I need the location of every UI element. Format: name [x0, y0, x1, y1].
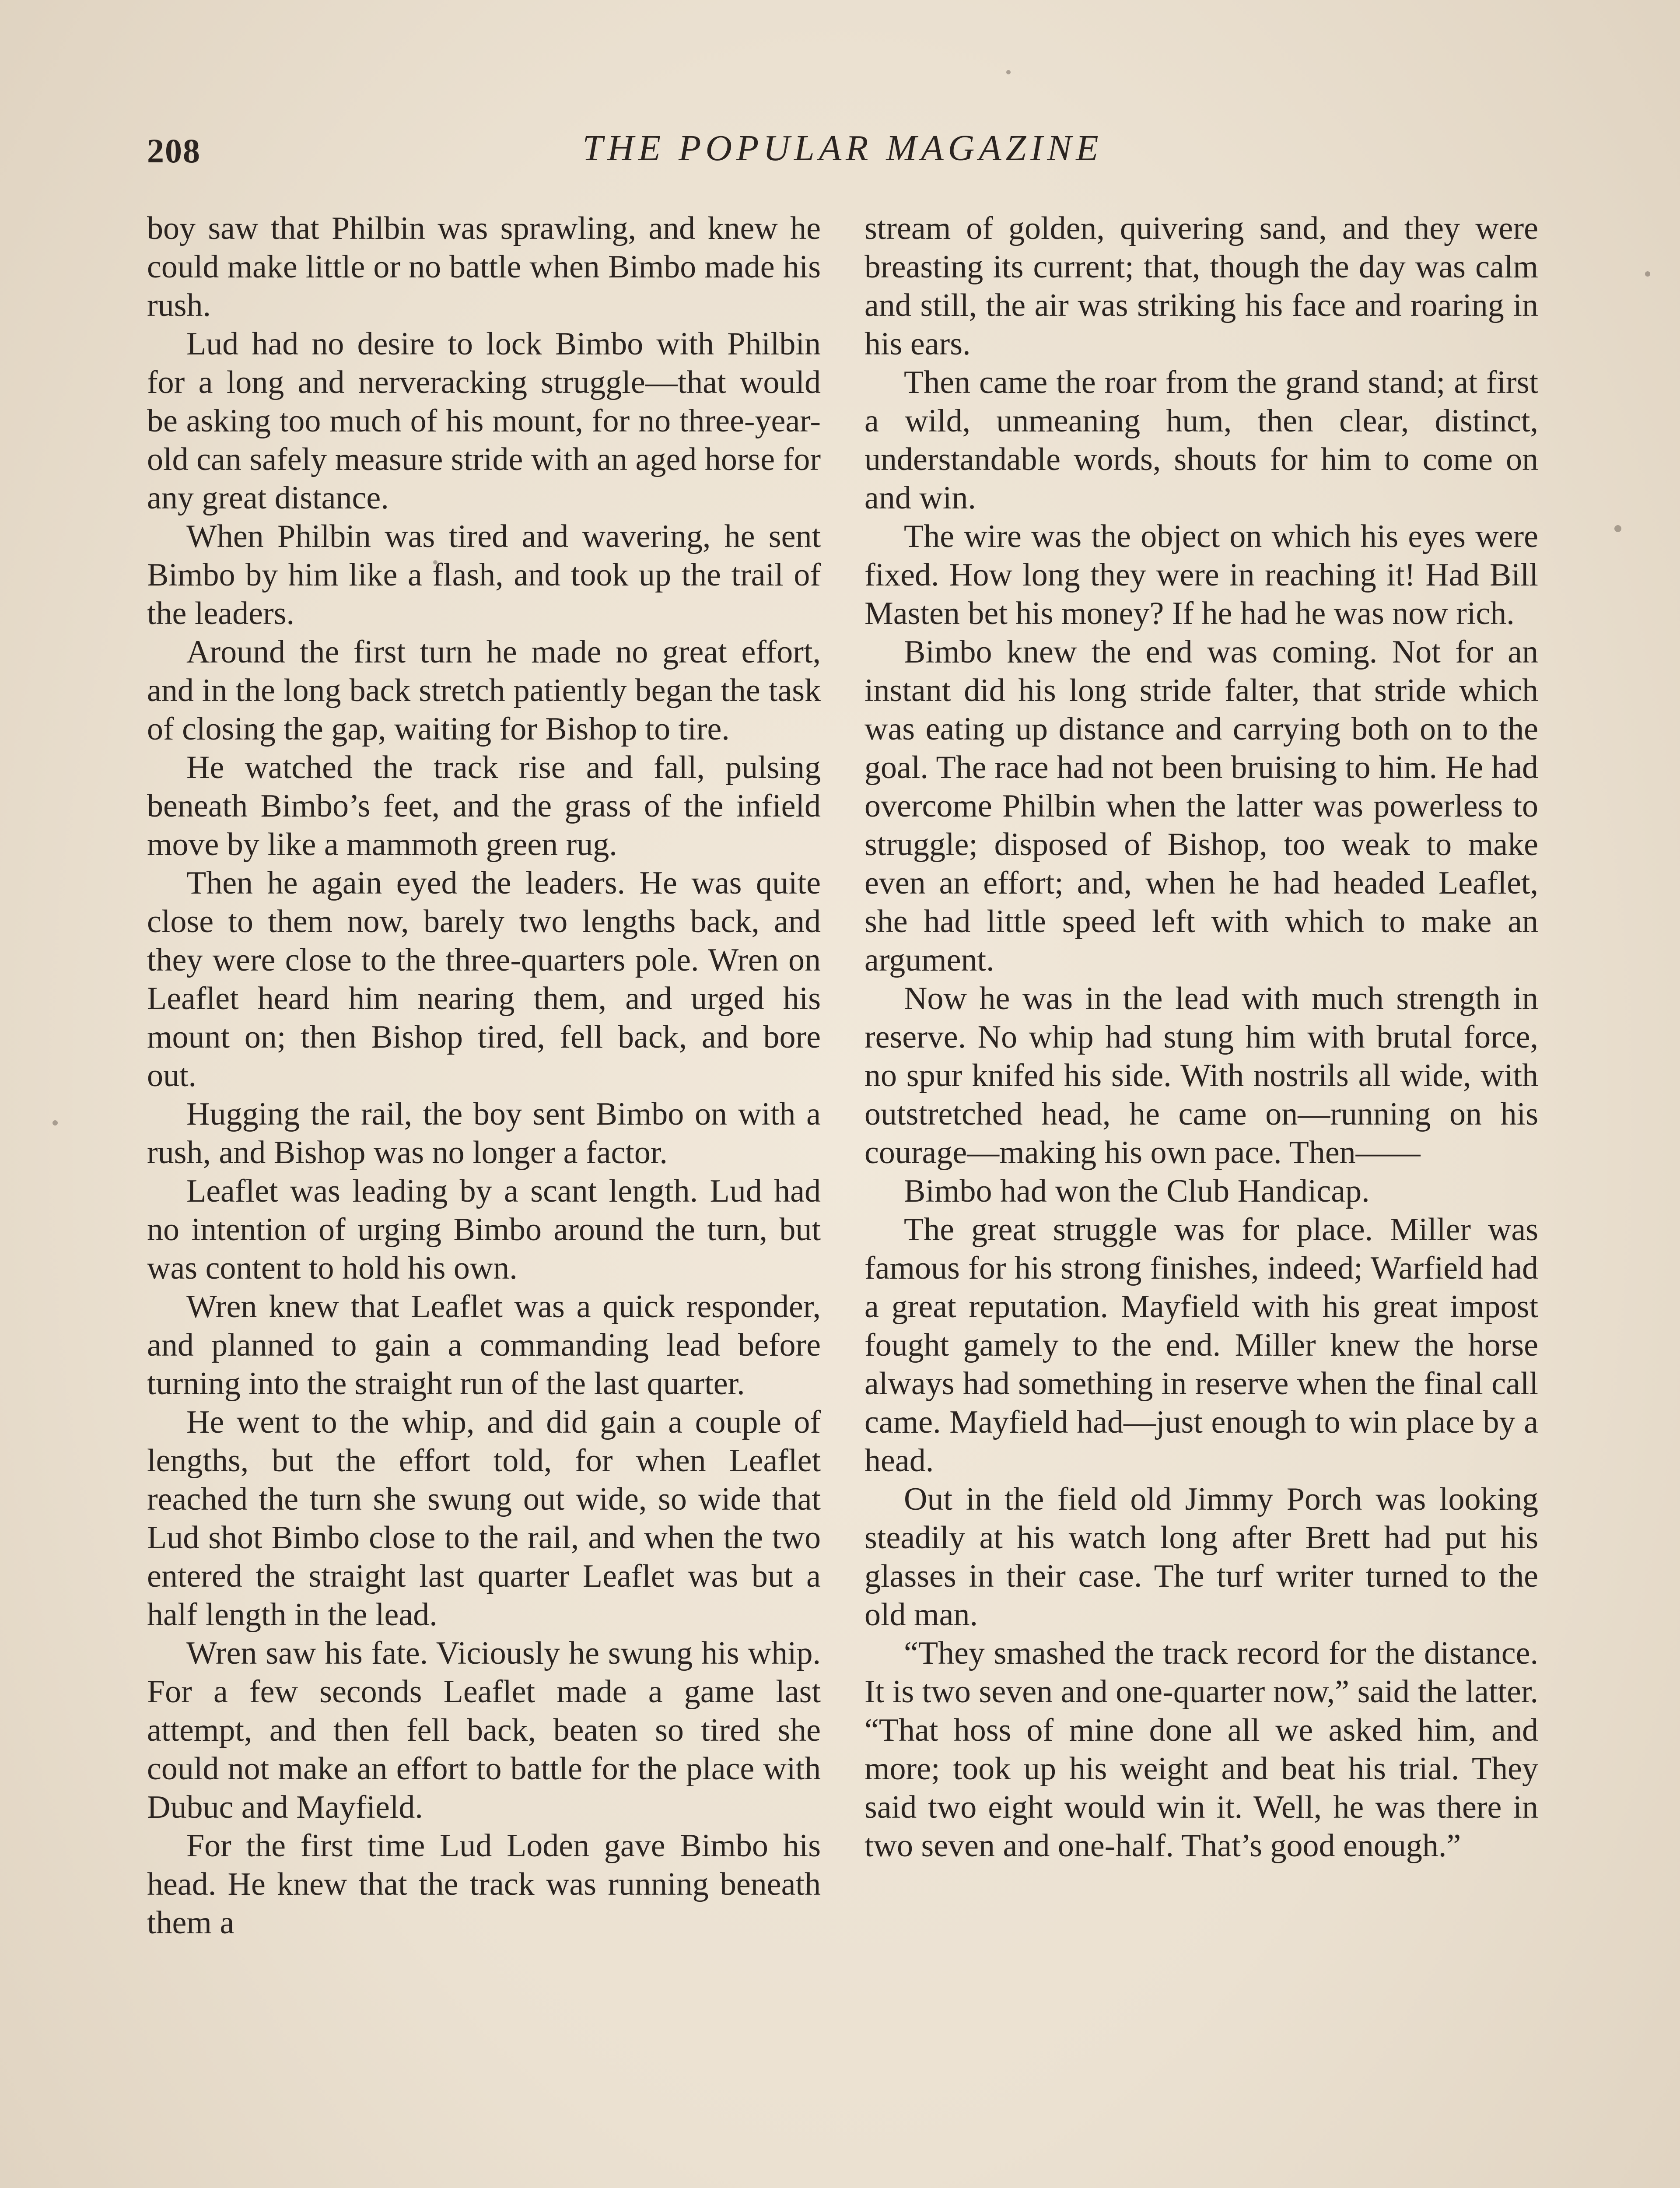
- paragraph: Hugging the rail, the boy sent Bimbo on with a rush, and Bishop was no longer a factor.: [147, 1096, 821, 1171]
- magazine-title: THE POPULAR MAGAZINE: [582, 128, 1103, 168]
- paper-speck: [1645, 271, 1650, 277]
- paragraph: “They smashed the track record for the distance. It is two seven and one-quarter now,” said the latter. “That hoss of mine done all we asked him, and more; took up his weight and beat his trial. They said two eight would win it. Well, he was there in two seven and one-half. That’s good enough.”: [864, 1635, 1538, 1864]
- paragraph: Then came the roar from the grand stand; at first a wild, unmeaning hum, then clear, distinct, understandable words, shouts for him to come on and win.: [864, 365, 1538, 516]
- paragraph: Lud had no desire to lock Bimbo with Philbin for a long and nerveracking struggle—that would be asking too much of his mount, for no three-year-old can safely measure stride with an aged horse for any great distance.: [147, 326, 821, 516]
- paragraph: The great struggle was for place. Miller was famous for his strong finishes, indeed; Warfield had a great reputation. Mayfield with his great impost fought gamely to the end. Miller knew the horse always had something in reserve when the final call came. Mayfield had—just enough to win place by a head.: [864, 1212, 1538, 1479]
- paper-speck: [1614, 525, 1621, 532]
- left-column: [147, 209, 821, 2188]
- page-number: 208: [147, 132, 201, 170]
- text-columns: [147, 209, 1538, 2188]
- right-column: [864, 209, 1538, 2188]
- paragraph: boy saw that Philbin was sprawling, and knew he could make little or no battle when Bimbo made his rush.: [147, 210, 821, 323]
- paper-speck: [1006, 70, 1011, 74]
- paragraph: Bimbo had won the Club Handicap.: [904, 1173, 1370, 1209]
- paragraph: stream of golden, quivering sand, and they were breasting its current; that, though the day was calm and still, the air was striking his face and roaring in his ears.: [864, 210, 1538, 362]
- paragraph: Bimbo knew the end was coming. Not for an instant did his long stride falter, that stride which was eating up distance and carrying both on to the goal. The race had not been bruising to him. He had overcome Philbin when the latter was powerless to struggle; disposed of Bishop, too weak to make even an effort; and, when he had headed Leaflet, she had little speed left with which to make an argument.: [864, 634, 1538, 978]
- running-head: [147, 127, 1538, 184]
- paragraph: When Philbin was tired and wavering, he sent Bimbo by him like a flash, and took up the trail of the leaders.: [147, 519, 821, 631]
- paragraph: Now he was in the lead with much strength in reserve. No whip had stung him with brutal force, no spur knifed his side. With nostrils all wide, with outstretched head, he came on—running on his courage—making his own pace. Then——: [864, 981, 1538, 1171]
- paragraph: Wren saw his fate. Viciously he swung his whip. For a few seconds Leaflet made a game last attempt, and then fell back, beaten so tired she could not make an effort to battle for the place with Dubuc and Mayfield.: [147, 1635, 821, 1825]
- paragraph: For the first time Lud Loden gave Bimbo his head. He knew that the track was running beneath them a: [147, 1828, 821, 1941]
- paragraph: Around the first turn he made no great effort, and in the long back stretch patiently began the task of closing the gap, waiting for Bishop to tire.: [147, 634, 821, 747]
- paragraph: He went to the whip, and did gain a couple of lengths, but the effort told, for when Leaflet reached the turn she swung out wide, so wide that Lud shot Bimbo close to the rail, and when the two entered the straight last quarter Leaflet was but a half length in the lead.: [147, 1404, 821, 1633]
- paragraph: He watched the track rise and fall, pulsing beneath Bimbo’s feet, and the grass of the infield move by like a mammoth green rug.: [147, 750, 821, 863]
- paragraph: The wire was the object on which his eyes were fixed. How long they were in reaching it! Had Bill Masten bet his money? If he had he was now rich.: [864, 519, 1538, 631]
- paragraph: Leaflet was leading by a scant length. Lud had no intention of urging Bimbo around the turn, but was content to hold his own.: [147, 1173, 821, 1286]
- paper-speck: [52, 1120, 58, 1126]
- paragraph: Wren knew that Leaflet was a quick responder, and planned to gain a commanding lead before turning into the straight run of the last quarter.: [147, 1289, 821, 1402]
- paragraph: Then he again eyed the leaders. He was quite close to them now, barely two lengths back, and they were close to the three-quarters pole. Wren on Leaflet heard him nearing them, and urged his mount on; then Bishop tired, fell back, and bore out.: [147, 865, 821, 1094]
- paragraph: Out in the field old Jimmy Porch was looking steadily at his watch long after Brett had put his glasses in their case. The turf writer turned to the old man.: [864, 1481, 1538, 1633]
- paper-speck: [433, 560, 438, 565]
